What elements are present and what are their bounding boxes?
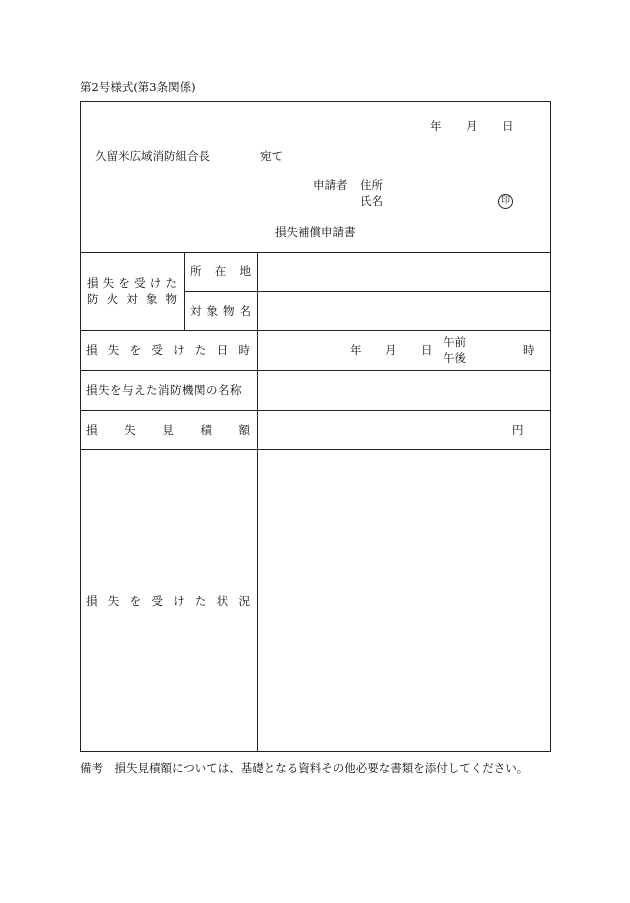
applicant-label: 申請者 bbox=[313, 178, 348, 192]
remarks-note: 備考 損失見積額については、基礎となる資料その他必要な書類を添付してください。 bbox=[80, 761, 529, 775]
pm-label: 午後 bbox=[443, 351, 466, 365]
datetime-month-label: 月 bbox=[385, 343, 397, 357]
yen-label: 円 bbox=[512, 423, 524, 437]
divider-agency bbox=[80, 410, 551, 411]
estimate-label: 損 失 見 積 額 bbox=[86, 423, 250, 437]
location-label: 所 在 地 bbox=[190, 264, 251, 278]
am-label: 午前 bbox=[443, 335, 466, 349]
divider-target bbox=[80, 330, 551, 331]
applicant-address-label: 住所 bbox=[360, 178, 383, 192]
column-divider-target bbox=[184, 252, 185, 330]
divider-datetime bbox=[80, 370, 551, 371]
agency-label: 損失を与えた消防機関の名称 bbox=[86, 383, 242, 397]
applicant-name-label: 氏名 bbox=[360, 194, 383, 208]
target-group-label-line1: 損 失 を 受 け た bbox=[87, 276, 177, 290]
date-year-label: 年 bbox=[430, 119, 442, 133]
divider-header bbox=[80, 252, 551, 253]
column-divider-main bbox=[257, 252, 258, 752]
situation-label: 損 失 を 受 け た 状 況 bbox=[86, 594, 250, 608]
datetime-day-label: 日 bbox=[421, 343, 433, 357]
seal-mark: 印 bbox=[498, 194, 513, 209]
object-name-label: 対 象 物 名 bbox=[190, 304, 251, 318]
hour-label: 時 bbox=[523, 343, 535, 357]
datetime-label: 損 失 を 受 け た 日 時 bbox=[86, 343, 250, 357]
form-code: 第2号様式(第3条関係) bbox=[80, 80, 196, 94]
divider-location bbox=[184, 291, 551, 292]
document-title: 損失補償申請書 bbox=[275, 225, 356, 239]
divider-estimate bbox=[80, 449, 551, 450]
date-month-label: 月 bbox=[466, 119, 478, 133]
date-day-label: 日 bbox=[502, 119, 514, 133]
addressee-name: 久留米広域消防組合長 bbox=[95, 149, 210, 163]
datetime-year-label: 年 bbox=[350, 343, 362, 357]
target-group-label-line2: 防 火 対 象 物 bbox=[87, 292, 177, 306]
addressee-honorific: 宛て bbox=[260, 149, 283, 163]
